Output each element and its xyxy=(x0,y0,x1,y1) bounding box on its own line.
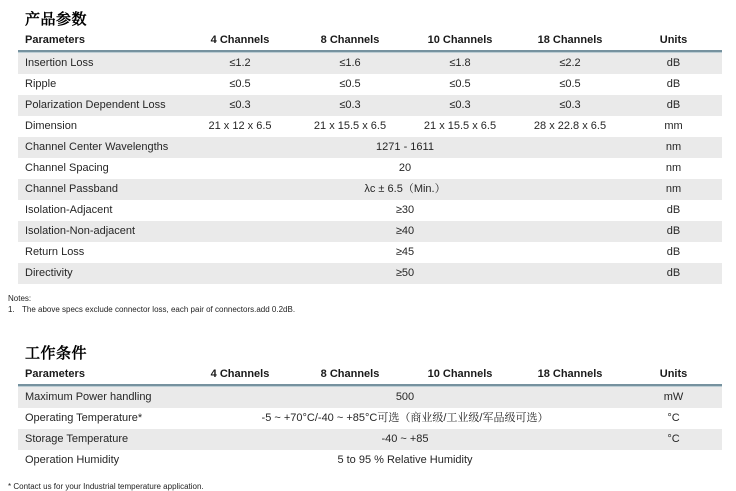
value-cell: 28 x 22.8 x 6.5 xyxy=(533,120,607,132)
parameter-cell: Return Loss xyxy=(25,246,85,258)
parameter-cell: Insertion Loss xyxy=(18,52,185,74)
column-header: 4 Channels xyxy=(185,366,295,386)
unit-cell xyxy=(625,450,722,471)
table-row xyxy=(18,179,722,200)
product-table-header xyxy=(18,32,722,52)
value-cell: ≤0.5 xyxy=(229,78,251,90)
column-header: 10 Channels xyxy=(405,366,515,386)
unit-cell: nm xyxy=(665,162,682,174)
value-cell: ≤0.5 xyxy=(449,78,471,90)
value-cell: ≤1.2 xyxy=(185,52,295,74)
column-header: 8 Channels xyxy=(295,366,405,386)
note-number: 1. xyxy=(8,305,15,314)
value-cell: ≤1.6 xyxy=(295,52,405,74)
column-header: 10 Channels xyxy=(405,32,515,52)
working-conditions-title: 工作条件 xyxy=(25,345,88,362)
parameter-cell: Maximum Power handling xyxy=(18,386,185,408)
note-text: The above specs exclude connector loss, each pair of connectors.add 0.2dB. xyxy=(22,305,296,314)
temperature-footnote: * Contact us for your Industrial temperature application. xyxy=(8,482,204,491)
table-row xyxy=(18,242,722,263)
table-row xyxy=(18,52,722,74)
unit-cell: nm xyxy=(625,179,722,200)
table-row xyxy=(18,158,722,179)
merged-value-cell: 5 to 95 % Relative Humidity xyxy=(337,454,473,466)
notes-block xyxy=(8,294,736,315)
merged-value-cell: -5 ~ +70°C/-40 ~ +85°C可选（商业级/工业级/军品级可选） xyxy=(261,412,549,424)
unit-cell: °C xyxy=(667,412,680,424)
working-table-header xyxy=(18,366,722,386)
value-cell: 21 x 15.5 x 6.5 xyxy=(423,120,497,132)
column-header: Units xyxy=(625,366,722,386)
parameter-cell: Operation Humidity xyxy=(25,454,120,466)
value-cell: 21 x 15.5 x 6.5 xyxy=(313,120,387,132)
value-cell: ≤0.5 xyxy=(339,78,361,90)
unit-cell: dB xyxy=(625,263,722,284)
value-cell: ≤0.3 xyxy=(515,95,625,116)
unit-cell: mm xyxy=(664,120,683,132)
table-row xyxy=(18,429,722,450)
value-cell: 21 x 12 x 6.5 xyxy=(208,120,272,132)
table-row xyxy=(18,386,722,408)
column-header: 18 Channels xyxy=(515,32,625,52)
parameter-cell: Isolation-Non-adjacent xyxy=(18,221,185,242)
parameter-cell: Directivity xyxy=(18,263,185,284)
unit-cell: dB xyxy=(625,52,722,74)
merged-value-cell: -40 ~ +85 xyxy=(185,429,625,450)
product-parameters-title: 产品参数 xyxy=(25,11,88,28)
value-cell: ≤0.3 xyxy=(295,95,405,116)
merged-value-cell: 1271 - 1611 xyxy=(185,137,625,158)
unit-cell: dB xyxy=(666,246,681,258)
column-header: Parameters xyxy=(18,366,185,386)
merged-value-cell: ≥45 xyxy=(395,246,415,258)
column-header: 18 Channels xyxy=(515,366,625,386)
product-table-body xyxy=(18,52,722,284)
merged-value-cell: 500 xyxy=(185,386,625,408)
value-cell: ≤2.2 xyxy=(515,52,625,74)
column-header: Parameters xyxy=(18,32,185,52)
table-row xyxy=(18,95,722,116)
column-header: Units xyxy=(625,32,722,52)
value-cell: ≤1.8 xyxy=(405,52,515,74)
working-conditions-table xyxy=(18,366,722,471)
merged-value-cell: ≥50 xyxy=(185,263,625,284)
unit-cell: dB xyxy=(625,95,722,116)
notes-label: Notes: xyxy=(8,294,32,303)
unit-cell: dB xyxy=(666,78,681,90)
unit-cell: dB xyxy=(666,204,681,216)
table-row xyxy=(18,137,722,158)
table-row xyxy=(18,450,722,471)
value-cell: ≤0.3 xyxy=(405,95,515,116)
unit-cell: dB xyxy=(625,221,722,242)
table-row xyxy=(18,408,722,429)
parameter-cell: Channel Center Wavelengths xyxy=(18,137,185,158)
working-table-body xyxy=(18,386,722,471)
parameter-cell: Storage Temperature xyxy=(18,429,185,450)
table-row xyxy=(18,221,722,242)
unit-cell: nm xyxy=(625,137,722,158)
value-cell: ≤0.5 xyxy=(559,78,581,90)
value-cell: ≤0.3 xyxy=(185,95,295,116)
product-parameters-table xyxy=(18,32,722,284)
parameter-cell: Dimension xyxy=(25,120,77,132)
note-item xyxy=(8,305,736,315)
merged-value-cell: ≥30 xyxy=(395,204,415,216)
parameter-cell: Channel Passband xyxy=(18,179,185,200)
table-row xyxy=(18,74,722,95)
table-row xyxy=(18,200,722,221)
merged-value-cell: ≥40 xyxy=(185,221,625,242)
parameter-cell: Isolation-Adjacent xyxy=(25,204,113,216)
table-row xyxy=(18,263,722,284)
unit-cell: °C xyxy=(625,429,722,450)
merged-value-cell: λc ± 6.5（Min.） xyxy=(185,179,625,200)
parameter-cell: Operating Temperature* xyxy=(25,412,143,424)
unit-cell: mW xyxy=(625,386,722,408)
parameter-cell: Channel Spacing xyxy=(25,162,109,174)
parameter-cell: Polarization Dependent Loss xyxy=(18,95,185,116)
parameter-cell: Ripple xyxy=(25,78,57,90)
table-row xyxy=(18,116,722,137)
merged-value-cell: 20 xyxy=(398,162,412,174)
column-header: 8 Channels xyxy=(295,32,405,52)
column-header: 4 Channels xyxy=(185,32,295,52)
